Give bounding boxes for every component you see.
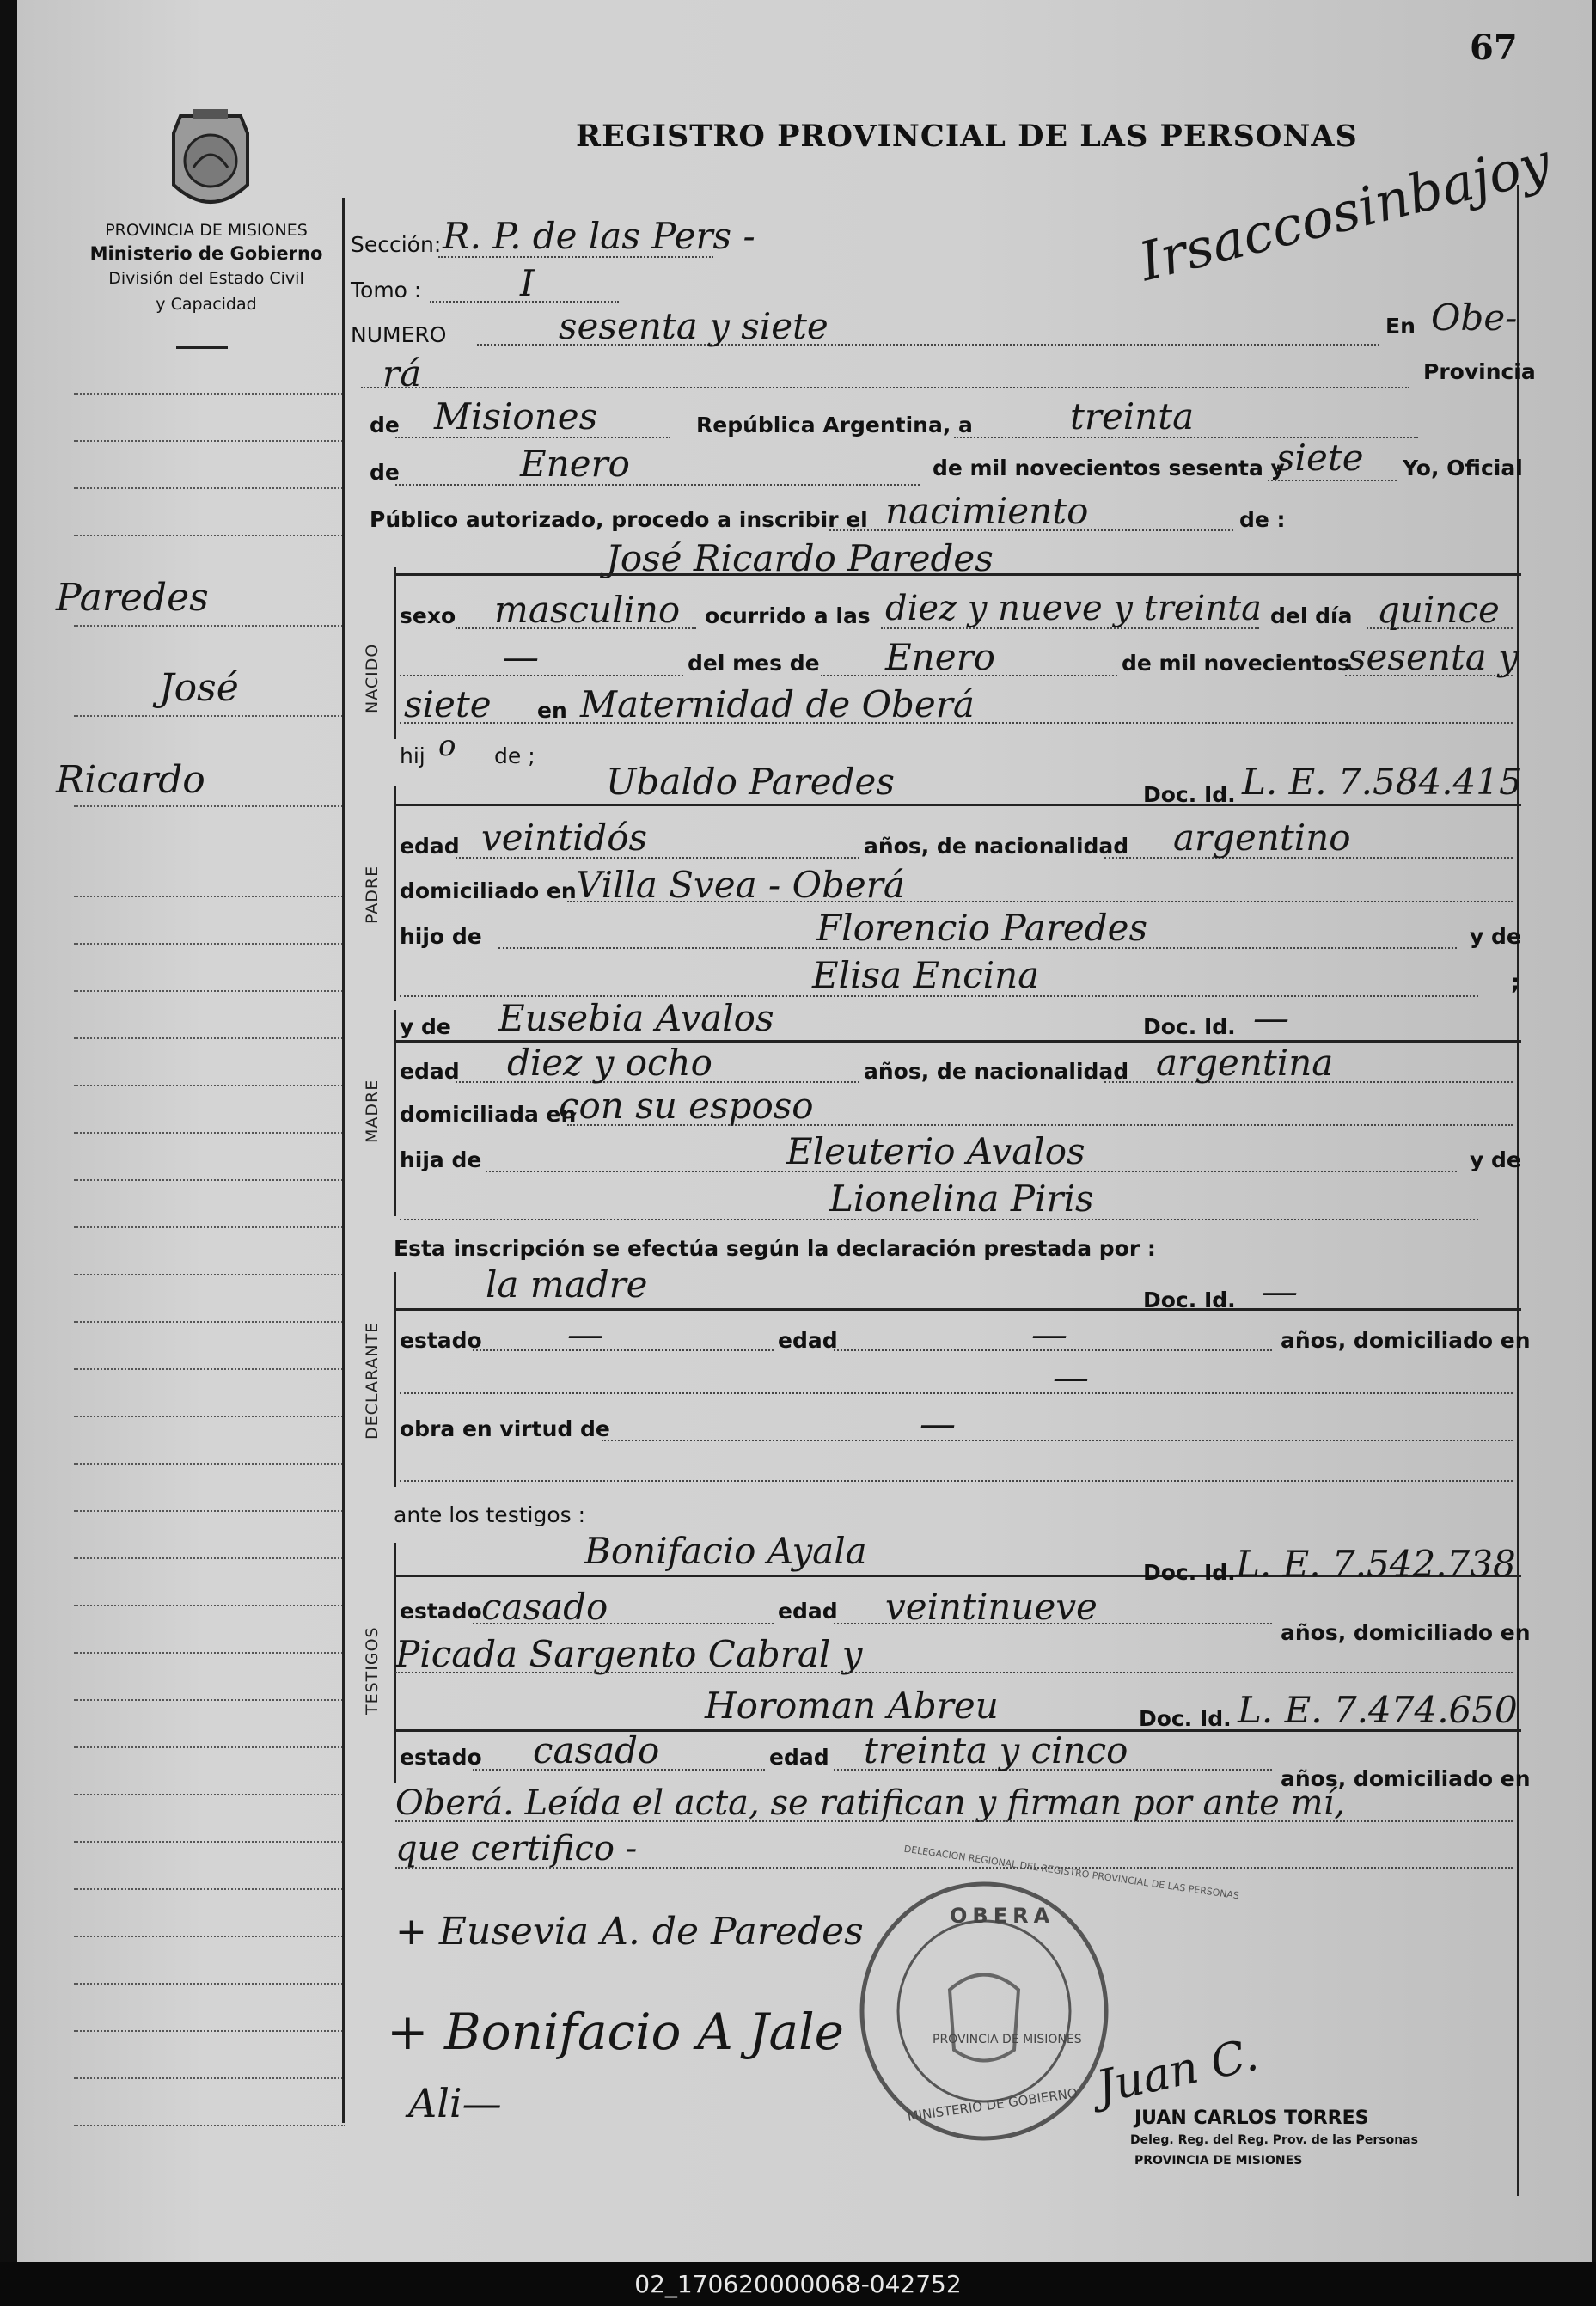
margin-second-name: Ricardo	[56, 758, 205, 802]
declarante-edad: —	[1031, 1313, 1067, 1355]
testigo2-estado-label: estado	[400, 1745, 482, 1770]
margin-line	[74, 1936, 345, 1937]
document-page	[17, 0, 1592, 2262]
provincial-seal-icon	[146, 107, 275, 223]
padre-edad-label: edad	[400, 834, 460, 859]
margin-line	[74, 1132, 345, 1134]
main-column-rule	[342, 198, 345, 2123]
org-line-1: PROVINCIA DE MISIONES	[105, 221, 308, 240]
testigo1-domic-line	[395, 1672, 1513, 1673]
testigo1-estado-label: estado	[400, 1599, 482, 1624]
dia-text: treinta	[1070, 395, 1195, 437]
madre-doc-label: Doc. Id.	[1143, 1014, 1236, 1039]
en-line-2	[361, 387, 1409, 388]
firma-testigo-2: Ali—	[408, 2080, 502, 2126]
margin-line	[74, 896, 345, 897]
right-edge-rule	[1517, 185, 1519, 2196]
declarante-side-label: DECLARANTE	[363, 1321, 382, 1440]
nacido-name-line	[395, 573, 1521, 576]
stamp-inner: PROVINCIA DE MISIONES	[933, 2033, 1082, 2046]
madre-edad: diez y ocho	[507, 1042, 712, 1084]
en-value-cont: rá	[382, 352, 422, 395]
margin-line	[74, 1841, 345, 1843]
madre-nac-label: años, de nacionalidad	[864, 1059, 1129, 1084]
declarante-obra: —	[920, 1403, 956, 1445]
margin-line	[74, 1179, 345, 1181]
madre-madre: Lionelina Piris	[829, 1177, 1094, 1220]
madre-domic-label: domiciliada en	[400, 1102, 577, 1127]
margin-surname: Paredes	[56, 576, 209, 620]
margin-line	[74, 2030, 345, 2032]
margin-line	[74, 943, 345, 945]
margin-line	[74, 1794, 345, 1795]
oficial-provincia: PROVINCIA DE MISIONES	[1134, 2154, 1303, 2168]
padre-domicilio: Villa Svea - Oberá	[576, 864, 905, 906]
declarante-nombre: la madre	[486, 1263, 648, 1306]
org-line-3: División del Estado Civil	[108, 269, 304, 288]
padre-side-label: PADRE	[363, 865, 382, 924]
testigo1-doc-label: Doc. Id.	[1143, 1560, 1236, 1585]
margin-line	[74, 1557, 345, 1559]
testigos-side-label: TESTIGOS	[363, 1626, 382, 1715]
margin-line	[74, 1368, 345, 1370]
hij-suffix: o	[438, 729, 456, 763]
hij-label: hij	[400, 743, 425, 768]
org-divider	[176, 346, 228, 349]
padre-semicolon: ;	[1511, 969, 1520, 994]
margin-line	[74, 1463, 345, 1465]
madre-padre: Eleuterio Avalos	[786, 1130, 1085, 1172]
footer-id: 02_170620000068-042752	[0, 2262, 1596, 2306]
nacido-side-label: NACIDO	[363, 643, 382, 713]
madre-domicilio: con su esposo	[559, 1085, 814, 1127]
cierre-line-2-rule	[395, 1867, 1513, 1869]
de-semicolon-label: de ;	[494, 743, 535, 768]
provincia-label: Provincia	[1423, 359, 1536, 384]
stamp-ring: DELEGACION REGIONAL DEL REGISTRO PROVINCIAL DE LAS PERSONAS	[903, 1843, 1240, 1902]
en-nac-label: en	[537, 698, 567, 723]
de-mil-nac-label: de mil novecientos	[1122, 651, 1350, 676]
dia-dash: —	[503, 636, 539, 678]
declarante-domic-line	[400, 1392, 1513, 1394]
madre-nombre: Eusebia Avalos	[498, 997, 774, 1039]
padre-doc: L. E. 7.584.415	[1242, 761, 1522, 803]
margin-line	[74, 440, 345, 442]
margin-line	[74, 805, 345, 807]
provincia-value: Misiones	[434, 395, 598, 437]
testigo2-nombre: Horoman Abreu	[705, 1685, 999, 1727]
margin-line	[74, 2125, 345, 2126]
org-line-4: y Capacidad	[156, 295, 257, 314]
testigo1-edad-label: edad	[778, 1599, 838, 1624]
testigo2-edad: treinta y cinco	[864, 1729, 1128, 1771]
numero-label: NUMERO	[351, 322, 447, 347]
declarante-doc: —	[1262, 1270, 1298, 1312]
padre-y-de: y de	[1470, 924, 1521, 949]
republica-label: República Argentina, a	[696, 413, 973, 437]
publico-label: Público autorizado, procedo a inscribir el	[370, 507, 868, 532]
cierre-line-1: Oberá. Leída el acta, se ratifican y firman por ante mí,	[395, 1783, 1345, 1823]
de-label-2: de	[370, 460, 400, 485]
de-label: de	[370, 413, 400, 437]
nacido-nombre: José Ricardo Paredes	[606, 537, 994, 579]
en-label: En	[1385, 314, 1416, 339]
de-colon-label: de :	[1239, 507, 1286, 532]
margin-line	[74, 1983, 345, 1985]
margin-line	[74, 1085, 345, 1086]
margin-line	[74, 1416, 345, 1417]
padre-padre: Florencio Paredes	[816, 907, 1148, 949]
del-mes-label: del mes de	[688, 651, 820, 676]
margin-line	[74, 1510, 345, 1512]
mes-value: Enero	[520, 443, 630, 485]
sexo-value: masculino	[494, 589, 681, 631]
testigo1-estado: casado	[481, 1586, 608, 1628]
testigo2-doc-label: Doc. Id.	[1139, 1706, 1232, 1731]
margin-line	[74, 1746, 345, 1748]
padre-edad: veintidós	[481, 817, 648, 859]
margin-line	[74, 715, 345, 717]
madre-y-de: y de	[400, 1014, 451, 1039]
declarante-domic: —	[1053, 1356, 1089, 1398]
margin-line	[74, 1888, 345, 1890]
padre-rule	[394, 786, 396, 1001]
madre-nacionalidad: argentina	[1156, 1042, 1334, 1084]
mes-nac-value: Enero	[885, 636, 995, 678]
margin-line	[74, 1605, 345, 1606]
declarante-obra-label: obra en virtud de	[400, 1416, 610, 1441]
madre-doc: —	[1253, 997, 1289, 1039]
padre-nac-label: años, de nacionalidad	[864, 834, 1129, 859]
oficial-nombre: JUAN CARLOS TORRES	[1134, 2107, 1369, 2129]
declarante-estado-line	[473, 1349, 774, 1351]
padre-doc-label: Doc. Id.	[1143, 782, 1236, 807]
acto-value: nacimiento	[885, 490, 1089, 532]
madre-side-label: MADRE	[363, 1079, 382, 1143]
margin-first-name: José	[159, 666, 239, 710]
margin-line	[74, 1652, 345, 1654]
margin-line	[74, 1699, 345, 1701]
margin-line	[74, 2077, 345, 2079]
dia-value: quince	[1377, 589, 1500, 631]
firma-testigo-1: + Bonifacio A Jale	[387, 2003, 844, 2061]
anio-line	[1268, 480, 1397, 481]
declarante-doc-label: Doc. Id.	[1143, 1288, 1236, 1312]
anio-nac-a: sesenta y	[1348, 636, 1519, 678]
madre-edad-label: edad	[400, 1059, 460, 1084]
stamp-bottom: MINISTERIO DE GOBIERNO	[906, 2085, 1079, 2125]
margin-line	[74, 1226, 345, 1228]
margin-line	[74, 1274, 345, 1275]
top-signature: Irsaccosinbajoy	[1133, 130, 1557, 294]
testigo1-edad: veintinueve	[885, 1586, 1098, 1628]
cierre-line-1-rule	[395, 1820, 1513, 1822]
margin-line	[74, 487, 345, 489]
firma-madre: + Eusevia A. de Paredes	[395, 1910, 864, 1954]
testigo1-doc: L. E. 7.542.738	[1236, 1543, 1516, 1585]
testigo2-anios-label: años, domiciliado en	[1281, 1766, 1531, 1791]
testigo2-edad-label: edad	[769, 1745, 829, 1770]
en-value: Obe-	[1431, 297, 1518, 339]
padre-nacionalidad: argentino	[1173, 817, 1351, 859]
declarante-intro: Esta inscripción se efectúa según la declaración prestada por :	[394, 1236, 1156, 1261]
mes-line	[395, 484, 920, 486]
blank-line	[400, 675, 683, 676]
sexo-label: sexo	[400, 603, 456, 628]
testigos-intro: ante los testigos :	[394, 1502, 586, 1527]
declarante-rule	[394, 1272, 396, 1487]
tomo-label: Tomo :	[351, 278, 422, 303]
del-dia-label: del día	[1270, 603, 1353, 628]
declarante-name-line	[395, 1308, 1521, 1311]
document-title: REGISTRO PROVINCIAL DE LAS PERSONAS	[576, 119, 1358, 154]
hora-value: diez y nueve y treinta	[885, 589, 1263, 628]
madre-y-de-2: y de	[1470, 1147, 1521, 1172]
testigo1-nombre: Bonifacio Ayala	[584, 1530, 867, 1572]
lugar-value: Maternidad de Oberá	[580, 683, 975, 725]
madre-hija-label: hija de	[400, 1147, 482, 1172]
seccion-label: Sección:	[351, 232, 442, 257]
firma-oficial: Juan C.	[1092, 2028, 1263, 2114]
anio-text: siete	[1276, 437, 1364, 479]
padre-madre: Elisa Encina	[812, 954, 1040, 996]
margin-line	[74, 625, 345, 627]
declarante-edad-label: edad	[778, 1328, 838, 1353]
oficial-cargo: Deleg. Reg. del Reg. Prov. de las Personas	[1130, 2133, 1418, 2147]
margin-line	[74, 1321, 345, 1323]
anio-nac-b: siete	[404, 683, 492, 725]
stamp-top: OBERA	[950, 1904, 1055, 1928]
ocurrido-label: ocurrido a las	[705, 603, 871, 628]
declarante-estado-label: estado	[400, 1328, 482, 1353]
testigo2-estado: casado	[533, 1729, 660, 1771]
declarante-anios-label: años, domiciliado en	[1281, 1328, 1531, 1353]
padre-name-line	[395, 804, 1521, 806]
margin-line	[74, 1037, 345, 1039]
tomo-value: I	[520, 262, 535, 304]
seccion-value: R. P. de las Pers -	[443, 215, 755, 257]
margin-line	[74, 393, 345, 395]
padre-nombre: Ubaldo Paredes	[606, 761, 895, 803]
margin-line	[74, 535, 345, 536]
page-number: 67	[1470, 28, 1518, 68]
declarante-obra-line	[602, 1440, 1513, 1441]
testigo1-anios-label: años, domiciliado en	[1281, 1620, 1531, 1645]
declarante-extra-line	[400, 1480, 1513, 1482]
testigo1-domic: Picada Sargento Cabral y	[395, 1633, 863, 1675]
numero-value: sesenta y siete	[559, 305, 829, 347]
de-mil-label: de mil novecientos sesenta y	[933, 456, 1285, 480]
nacido-rule	[394, 567, 396, 739]
cierre-line-2: que certifico -	[395, 1829, 638, 1869]
yo-oficial-label: Yo, Oficial	[1403, 456, 1523, 480]
org-line-2: Ministerio de Gobierno	[89, 243, 323, 264]
padre-hijo-label: hijo de	[400, 924, 482, 949]
declarante-estado: —	[567, 1313, 603, 1355]
margin-line	[74, 990, 345, 992]
testigo2-doc: L. E. 7.474.650	[1238, 1689, 1518, 1731]
padre-domic-label: domiciliado en	[400, 878, 577, 903]
